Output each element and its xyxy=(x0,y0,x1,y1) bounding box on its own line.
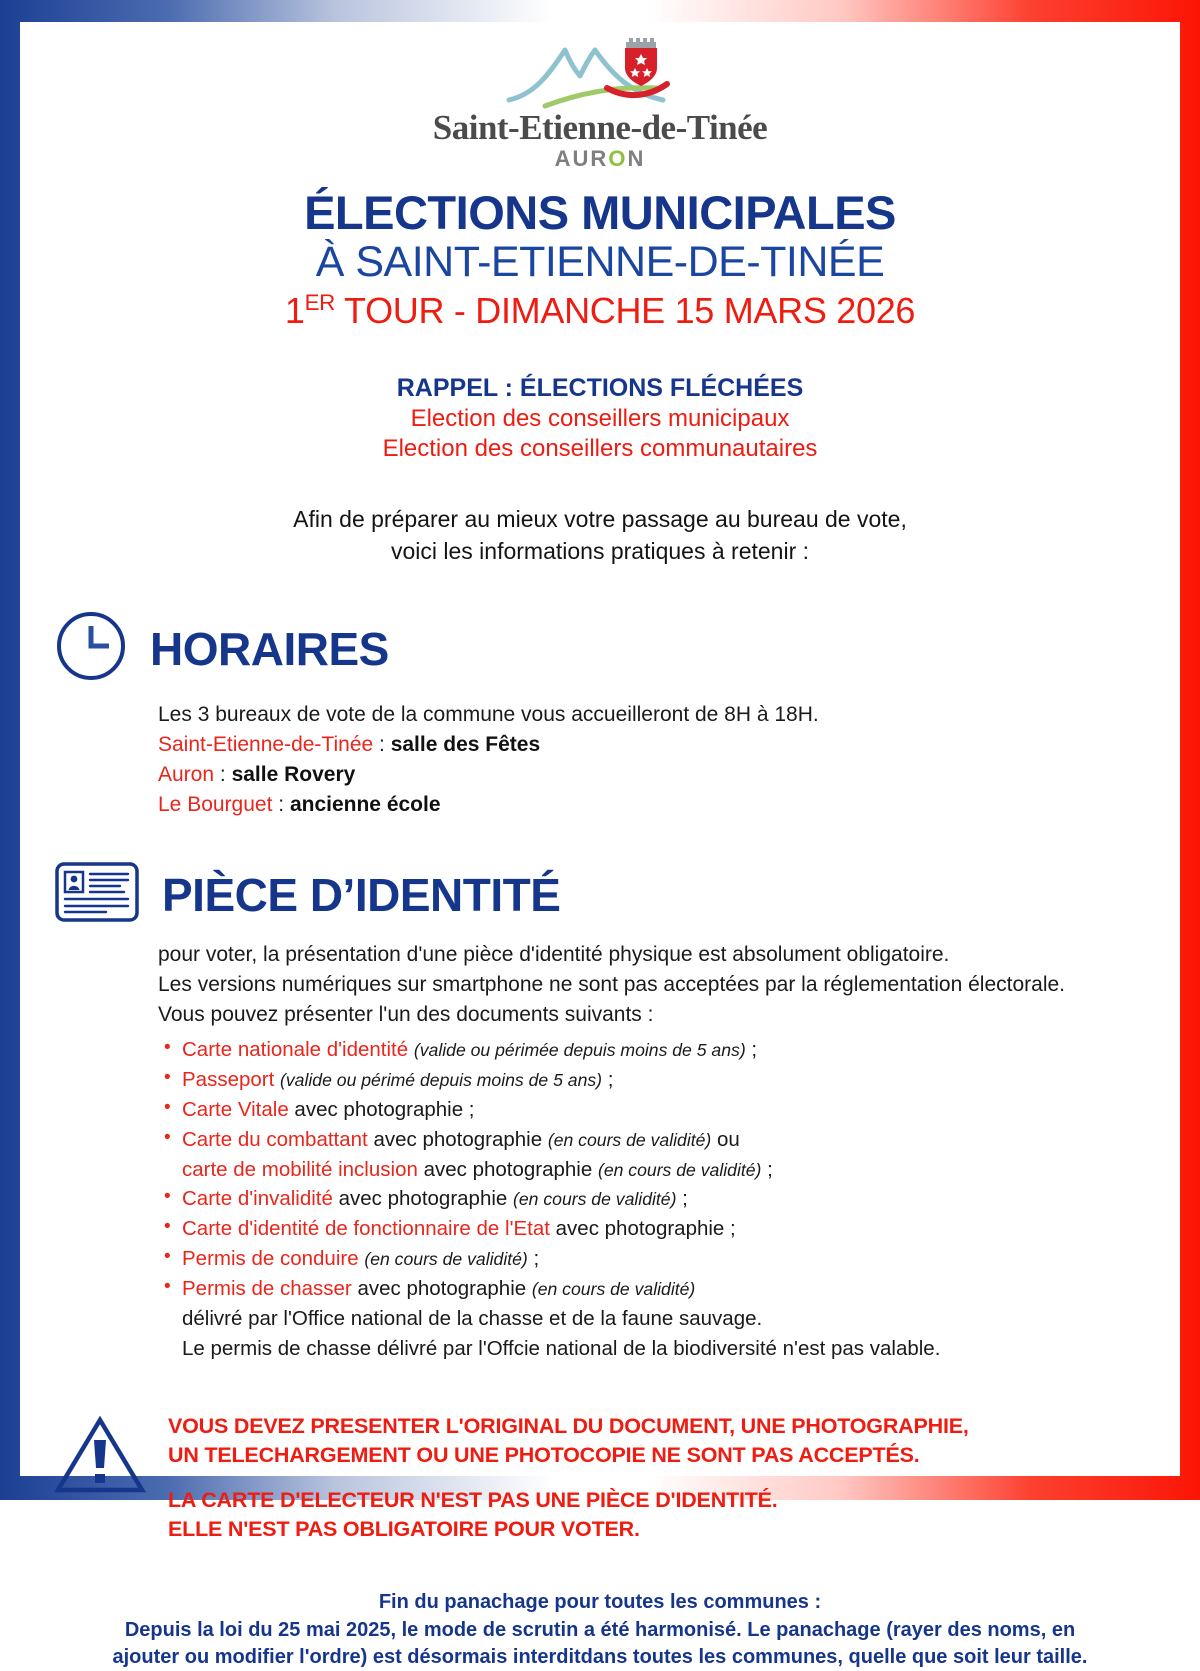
list-item xyxy=(158,1184,1146,1214)
doc-note: (en cours de validité) xyxy=(364,1249,528,1270)
doc-note: (en cours de validité) xyxy=(531,1279,696,1300)
id-card-icon xyxy=(54,861,140,928)
rappel-line-1: Election des conseillers municipaux xyxy=(410,405,790,433)
poster-titles xyxy=(54,188,1146,331)
poster-sheet xyxy=(20,22,1180,1668)
horaires-intro: Les 3 bureaux de vote de la commune vous accueilleront de 8H à 18H. xyxy=(158,703,819,727)
place-sep: : xyxy=(373,732,391,756)
intro-line-1: Afin de préparer au mieux votre passage au bureau de vote, xyxy=(293,506,907,533)
place-sep: : xyxy=(214,762,232,786)
doc-tail: ; xyxy=(676,1187,688,1211)
horaires-place-row xyxy=(158,730,1146,760)
horaires-header xyxy=(54,609,1146,688)
doc-after: avec photographie xyxy=(332,1187,513,1211)
doc-name: Permis de chasser xyxy=(182,1277,352,1301)
doc-after: avec photographie xyxy=(367,1127,548,1151)
intro-block xyxy=(54,504,1146,567)
list-item xyxy=(158,1125,1146,1185)
list-item xyxy=(158,1035,1146,1065)
doc-cont-tail: ; xyxy=(761,1157,773,1181)
doc-note: (en cours de validité) xyxy=(513,1189,677,1210)
logo-auron-part2: N xyxy=(627,146,646,171)
warning-line-2: UN TELECHARGEMENT OU UNE PHOTOCOPIE NE SONT PAS ACCEPTÉS. xyxy=(168,1442,920,1467)
warning-line-4: ELLE N'EST PAS OBLIGATOIRE POUR VOTER. xyxy=(168,1516,640,1541)
doc-name: Carte d'invalidité xyxy=(182,1187,333,1211)
clock-icon xyxy=(54,609,128,688)
place-venue: salle Rovery xyxy=(231,762,356,786)
place-venue: ancienne école xyxy=(289,792,441,816)
place-name: Le Bourguet xyxy=(158,792,273,816)
logo-commune-name: Saint-Etienne-de-Tinée xyxy=(432,108,768,147)
doc-name: Passeport xyxy=(182,1067,275,1091)
list-item xyxy=(158,1274,1146,1364)
doc-tail: ; xyxy=(602,1067,614,1091)
horaires-title: HORAIRES xyxy=(150,622,389,675)
doc-name: Carte d'identité de fonctionnaire de l'Etat xyxy=(182,1217,550,1241)
page-subtitle: À SAINT-ETIENNE-DE-TINÉE xyxy=(315,238,885,287)
identite-title: PIÈCE D’IDENTITÉ xyxy=(162,868,561,921)
rappel-block xyxy=(54,373,1146,464)
accepted-documents-list xyxy=(158,1035,1146,1364)
warning-block xyxy=(54,1410,1146,1543)
doc-note: (valide ou périmée depuis moins de 5 ans) xyxy=(413,1039,746,1060)
identite-header xyxy=(54,861,1146,928)
section-horaires xyxy=(54,609,1146,819)
footer-line-2: Depuis la loi du 25 mai 2025, le mode de scrutin a été harmonisé. Le panachage (rayer des noms, en xyxy=(124,1618,1076,1641)
horaires-place-row xyxy=(158,760,1146,790)
round-number: 1 xyxy=(284,289,305,331)
doc-cont-name: carte de mobilité inclusion xyxy=(182,1157,418,1181)
doc-tail: ; xyxy=(745,1037,758,1061)
doc-after: avec photographie ; xyxy=(549,1217,736,1241)
horaires-body xyxy=(54,700,1146,819)
identite-para-1: pour voter, la présentation d'une pièce d'identité physique est absolument obligatoire. xyxy=(158,943,950,967)
round-date-text: TOUR - DIMANCHE 15 MARS 2026 xyxy=(335,289,916,331)
identite-body xyxy=(54,940,1146,1364)
list-item xyxy=(158,1214,1146,1244)
doc-note: (valide ou périmé depuis moins de 5 ans) xyxy=(280,1069,603,1090)
doc-note: (en cours de validité) xyxy=(547,1129,712,1150)
doc-extra-line: Le permis de chasse délivré par l'Offcie national de la biodiversité n'est pas valable. xyxy=(182,1337,941,1361)
doc-name: Carte du combattant xyxy=(182,1127,368,1151)
warning-line-1: VOUS DEVEZ PRESENTER L'ORIGINAL DU DOCUMENT, UNE PHOTOGRAPHIE, xyxy=(168,1413,969,1438)
doc-continuation: délivré par l'Office national de la chasse et de la faune sauvage. xyxy=(182,1307,763,1331)
list-item xyxy=(158,1065,1146,1095)
rappel-line-2: Election des conseillers communautaires xyxy=(382,435,818,463)
list-item xyxy=(158,1095,1146,1125)
warning-text xyxy=(168,1410,969,1543)
place-name: Auron xyxy=(158,762,215,786)
warning-line-3: LA CARTE D'ELECTEUR N'EST PAS UNE PIÈCE D'IDENTITÉ. xyxy=(168,1488,778,1513)
logo-auron-part1: AUR xyxy=(554,146,609,171)
round-ordinal: ER xyxy=(304,289,335,315)
commune-logo xyxy=(54,30,1146,172)
doc-after: avec photographie ; xyxy=(288,1097,475,1121)
place-venue: salle des Fêtes xyxy=(390,732,541,756)
doc-tail: ; xyxy=(527,1247,540,1271)
footer-note xyxy=(54,1589,1146,1671)
doc-tail: ou xyxy=(711,1127,740,1151)
place-sep: : xyxy=(272,792,290,816)
doc-continuation xyxy=(182,1155,1146,1185)
footer-line-3: ajouter ou modifier l'ordre) est désormais interditdans toutes les communes, quelle que soit leur taille. xyxy=(112,1645,1088,1668)
mountain-swoosh-icon xyxy=(485,36,715,112)
identite-para-2: Les versions numériques sur smartphone ne sont pas acceptées par la réglementation électorale. xyxy=(158,973,1066,997)
doc-name: Permis de conduire xyxy=(182,1247,359,1271)
page-title: ÉLECTIONS MUNICIPALES xyxy=(304,186,896,239)
election-round-date xyxy=(54,290,1146,331)
doc-cont-note: (en cours de validité) xyxy=(597,1159,762,1180)
rappel-title: RAPPEL : ÉLECTIONS FLÉCHÉES xyxy=(396,373,804,402)
logo-auron-wordmark xyxy=(54,146,1146,172)
doc-name: Carte Vitale xyxy=(182,1097,289,1121)
doc-cont-after: avec photographie xyxy=(417,1157,598,1181)
horaires-place-row xyxy=(158,790,1146,820)
doc-name: Carte nationale d'identité xyxy=(182,1037,409,1061)
list-item xyxy=(158,1244,1146,1274)
logo-auron-ring: O xyxy=(608,146,628,171)
warning-triangle-icon xyxy=(54,1414,146,1501)
intro-line-2: voici les informations pratiques à retenir : xyxy=(390,537,810,564)
warning-spacer xyxy=(168,1469,969,1486)
place-name: Saint-Etienne-de-Tinée xyxy=(158,732,374,756)
identite-para-3: Vous pouvez présenter l'un des documents suivants : xyxy=(158,1003,654,1027)
footer-line-1: Fin du panachage pour toutes les communes : xyxy=(378,1591,822,1614)
doc-after: avec photographie xyxy=(351,1277,532,1301)
section-piece-identite xyxy=(54,861,1146,1364)
